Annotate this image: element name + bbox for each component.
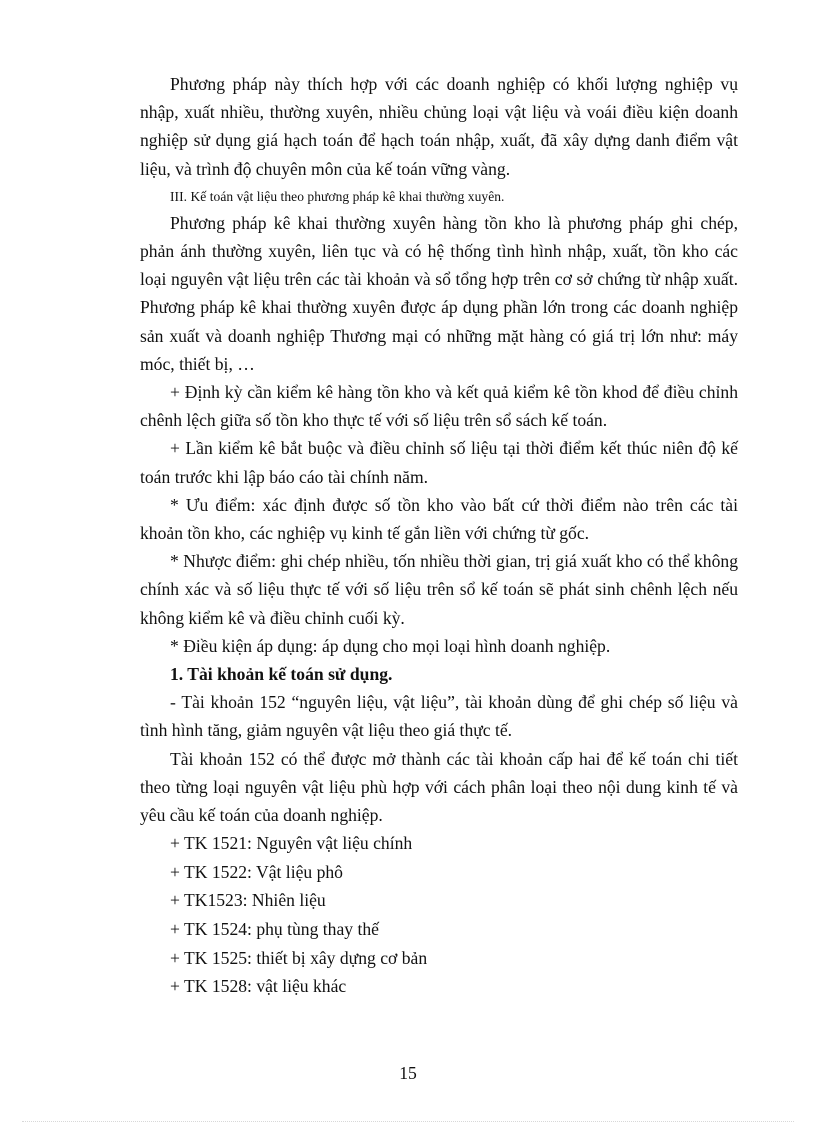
account-list [140, 829, 738, 1001]
page-content [140, 70, 738, 1001]
page-number: 15 [399, 1063, 417, 1083]
body-paragraph-disadvantages: * Nhược điểm: ghi chép nhiều, tốn nhiều thời gian, trị giá xuất kho có thể không chính xác và số liệu thực tế với số liệu trên sổ kế toán sẽ phát sinh chênh lệch nếu không kiểm kê và điều chỉnh cuối kỳ. [140, 551, 738, 628]
section-heading: III. Kế toán vật liệu theo phương pháp kê khai thường xuyên. [170, 188, 505, 204]
account-list-item: + TK 1524: phụ tùng thay thế [170, 919, 379, 940]
account-list-item: + TK 1525: thiết bị xây dựng cơ bản [170, 947, 428, 968]
intro-paragraph: Phương pháp này thích hợp với các doanh nghiệp có khối lượng nghiệp vụ nhập, xuất nhiều, thường xuyên, nhiều chủng loại vật liệu và voái điều kiện doanh nghiệp sử dụng giá hạch toán để hạch toán nhập, xuất, đã xây dựng danh điểm vật liệu, và trình độ chuyên môn của kế toán vững vàng. [140, 74, 738, 179]
body-paragraph-advantages: * Ưu điểm: xác định được số tồn kho vào bất cứ thời điểm nào trên các tài khoản tồn kho, các nghiệp vụ kinh tế gắn liền với chứng từ gốc. [140, 494, 738, 544]
page-bottom-divider [22, 1121, 794, 1122]
account-list-item: + TK 1528: vật liệu khác [170, 976, 347, 997]
account-list-item: + TK1523: Nhiên liệu [170, 890, 326, 911]
account-list-item: + TK 1521: Nguyên vật liệu chính [170, 833, 413, 854]
account-152-subaccounts: Tài khoản 152 có thể được mở thành các tài khoản cấp hai để kế toán chi tiết theo từng loại nguyên vật liệu phù hợp với cách phân loại theo nội dung kinh tế và yêu cầu kế toán của doanh nghiệp. [140, 748, 738, 826]
subsection-heading: 1. Tài khoản kế toán sử dụng. [170, 664, 393, 685]
account-152-description: - Tài khoản 152 “nguyên liệu, vật liệu”, tài khoản dùng để ghi chép số liệu và tình hình tăng, giảm nguyên vật liệu theo giá thực tế. [140, 692, 738, 741]
body-paragraph-definition: Phương pháp kê khai thường xuyên hàng tồn kho là phương pháp ghi chép, phản ánh thường xuyên, liên tục và có hệ thống tình hình nhập, xuất, tồn kho các loại nguyên vật liệu trên các tài khoản và sổ tổng hợp trên cơ sở chứng từ nhập xuất. Phương pháp kê khai thường xuyên được áp dụng phần lớn trong các doanh nghiệp sản xuất và doanh nghiệp Thương mại có những mặt hàng có giá trị lớn như: máy móc, thiết bị, … [140, 212, 738, 374]
body-paragraph-conditions: * Điều kiện áp dụng: áp dụng cho mọi loại hình doanh nghiệp. [170, 635, 611, 656]
body-paragraph-periodic-inventory: + Định kỳ cần kiểm kê hàng tồn kho và kết quả kiểm kê tồn khod để điều chỉnh chênh lệch giữa số tồn kho thực tế với số liệu trên sổ sách kế toán. [140, 382, 738, 431]
body-paragraph-mandatory-inventory: + Lần kiểm kê bắt buộc và điều chỉnh số liệu tại thời điểm kết thúc niên độ kế toán trước khi lập báo cáo tài chính năm. [140, 438, 738, 487]
account-list-item: + TK 1522: Vật liệu phô [170, 861, 343, 882]
